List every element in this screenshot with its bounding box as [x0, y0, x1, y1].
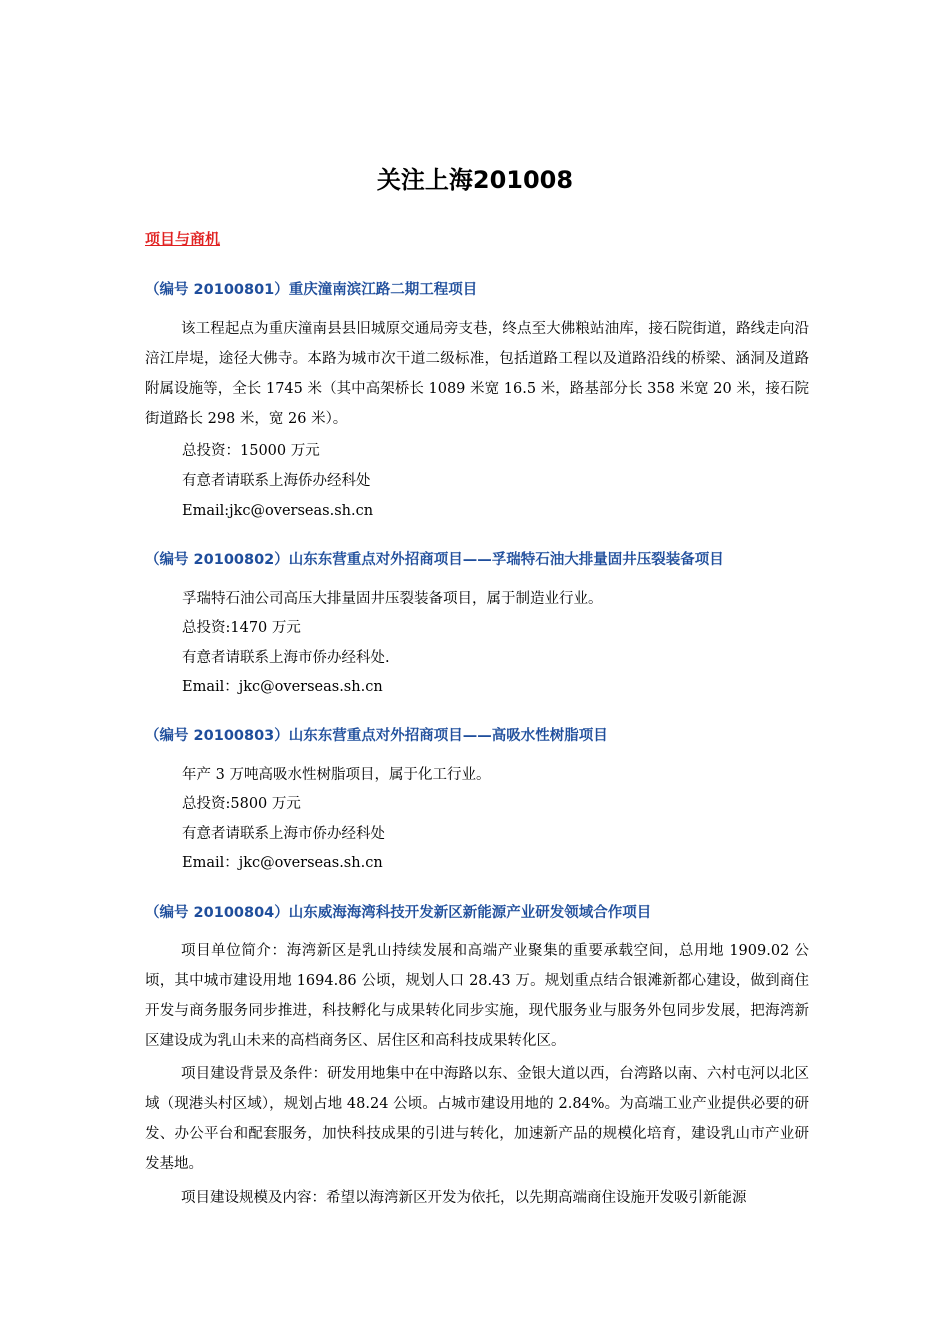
project-description-1: 该工程起点为重庆潼南县县旧城原交通局旁支巷，终点至大佛粮站油库，接石院街道，路线走向沿涪江岸堤，途径大佛寺。本路为城市次干道二级标准，包括道路工程以及道路沿线的桥梁、涵洞及道路附属设施等，全长 1745 米（其中高架桥长 1089 米宽 16.5 米，路基部分长 358 米宽 20 米，接石院街道路长 298 米，宽 26 米）。	[145, 321, 809, 427]
project-contact-3: 有意者请联系上海市侨办经科处	[182, 826, 385, 842]
section-heading: 项目与商机	[145, 230, 221, 248]
project-investment-2: 总投资:1470 万元	[182, 620, 301, 636]
project-description-2: 孚瑞特石油公司高压大排量固井压裂装备项目，属于制造业行业。	[182, 591, 603, 607]
project-title-2: （编号 20100802）山东东营重点对外招商项目——孚瑞特石油大排量固井压裂装备项目	[145, 552, 724, 568]
project-investment-1: 总投资：15000 万元	[182, 443, 320, 459]
project-contact-2: 有意者请联系上海市侨办经科处.	[182, 650, 390, 666]
project-description-3: 年产 3 万吨高吸水性树脂项目，属于化工行业。	[182, 767, 491, 783]
project-email-2: Email：jkc@overseas.sh.cn	[182, 679, 383, 695]
project-email-1: Email:jkc@overseas.sh.cn	[182, 503, 374, 519]
project-email-3: Email：jkc@overseas.sh.cn	[182, 855, 383, 871]
project-paragraph-4-3: 项目建设规模及内容：希望以海湾新区开发为依托，以先期高端商住设施开发吸引新能源	[181, 1190, 747, 1206]
project-title-3: （编号 20100803）山东东营重点对外招商项目——高吸水性树脂项目	[145, 728, 608, 744]
project-contact-1: 有意者请联系上海侨办经科处	[182, 473, 371, 489]
project-title-1: （编号 20100801）重庆潼南滨江路二期工程项目	[145, 282, 478, 298]
project-paragraph-4-2: 项目建设背景及条件：研发用地集中在中海路以东、金银大道以西，台湾路以南、六村屯河以北区域（现港头村区域），规划占地 48.24 公顷。占城市建设用地的 2.84%。为高端工业产业提供必要的研发、办公平台和配套服务，加快科技成果的引进与转化，加速新产品的规模化培育，建设乳山市产业研发基地。	[145, 1066, 809, 1172]
document-title: 关注上海201008	[376, 166, 574, 194]
project-paragraph-4-1: 项目单位简介：海湾新区是乳山持续发展和高端产业聚集的重要承载空间，总用地 1909.02 公顷，其中城市建设用地 1694.86 公顷，规划人口 28.43 万。规划重点结合银滩新都心建设，做到商住开发与商务服务同步推进，科技孵化与成果转化同步实施，现代服务业与服务外包同步发展，把海湾新区建设成为乳山未来的高档商务区、居住区和高科技成果转化区。	[145, 943, 809, 1049]
project-title-4: （编号 20100804）山东威海海湾科技开发新区新能源产业研发领域合作项目	[145, 905, 652, 921]
project-investment-3: 总投资:5800 万元	[182, 796, 301, 812]
